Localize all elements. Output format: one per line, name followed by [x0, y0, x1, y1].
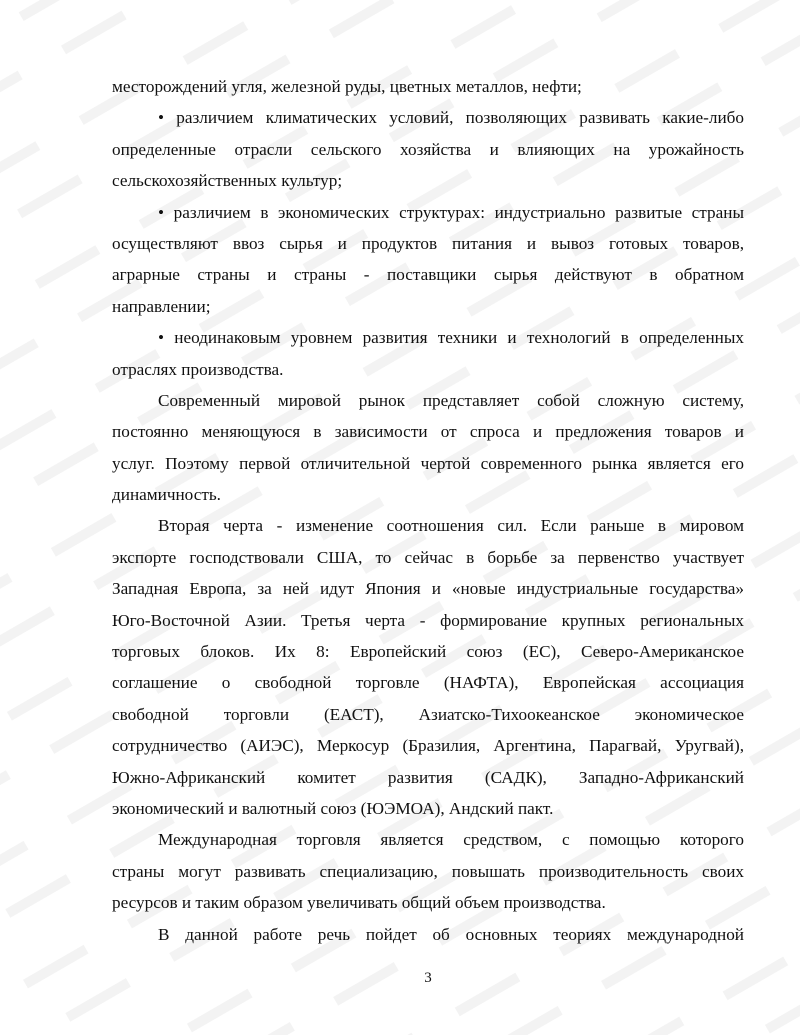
text-line: сельскохозяйственных культур;: [112, 171, 343, 191]
text-line: • различием в экономических структурах: индустриально развитые страны: [158, 202, 744, 222]
text-line: Вторая черта - изменение соотношения сил. Если раньше в мировом: [158, 516, 744, 536]
text-line: свободной торговли (ЕАСТ), Азиатско-Тихоокеанское экономическое: [112, 704, 744, 724]
text-line: экономический и валютный союз (ЮЭМОА), Андский пакт.: [112, 798, 554, 818]
text-line: экспорте господствовали США, то сейчас в борьбе за первенство участвует: [112, 547, 744, 567]
text-line: постоянно меняющуюся в зависимости от спроса и предложения товаров и: [112, 422, 744, 442]
text-line: страны могут развивать специализацию, повышать производительность своих: [112, 861, 744, 881]
text-line: ресурсов и таким образом увеличивать общий объем производства.: [112, 893, 606, 913]
text-line: осуществляют ввоз сырья и продуктов питания и вывоз готовых товаров,: [112, 233, 744, 253]
text-line: Западная Европа, за ней идут Япония и «новые индустриальные государства»: [112, 579, 744, 599]
text-line: торговых блоков. Их 8: Европейский союз (ЕС), Северо-Американское: [112, 642, 744, 662]
text-line: сотрудничество (АИЭС), Меркосур (Бразилия, Аргентина, Парагвай, Уругвай),: [112, 736, 744, 756]
text-line: Международная торговля является средством, с помощью которого: [158, 830, 744, 850]
text-line: Юго-Восточной Азии. Третья черта - формирование крупных региональных: [112, 610, 744, 630]
text-line: отраслях производства.: [112, 359, 284, 379]
text-line: определенные отрасли сельского хозяйства и влияющих на урожайность: [112, 139, 744, 159]
text-line: услуг. Поэтому первой отличительной чертой современного рынка является его: [112, 453, 744, 473]
text-line: направлении;: [112, 296, 211, 316]
text-line: • различием климатических условий, позволяющих развивать какие-либо: [158, 108, 744, 128]
text-line: • неодинаковым уровнем развития техники и технологий в определенных: [158, 328, 744, 348]
text-line: месторождений угля, железной руды, цветных металлов, нефти;: [112, 77, 582, 96]
text-line: динамичность.: [112, 485, 221, 505]
page-number: 3: [424, 970, 432, 986]
text-line: Южно-Африканский комитет развития (САДК), Западно-Африканский: [112, 767, 744, 787]
document-body: [112, 71, 744, 950]
text-line: Современный мировой рынок представляет собой сложную систему,: [158, 390, 744, 410]
text-line: В данной работе речь пойдет об основных теориях международной: [158, 924, 744, 944]
text-line: соглашение о свободной торговле (НАФТА), Европейская ассоциация: [112, 673, 744, 693]
text-line: аграрные страны и страны - поставщики сырья действуют в обратном: [112, 265, 744, 285]
